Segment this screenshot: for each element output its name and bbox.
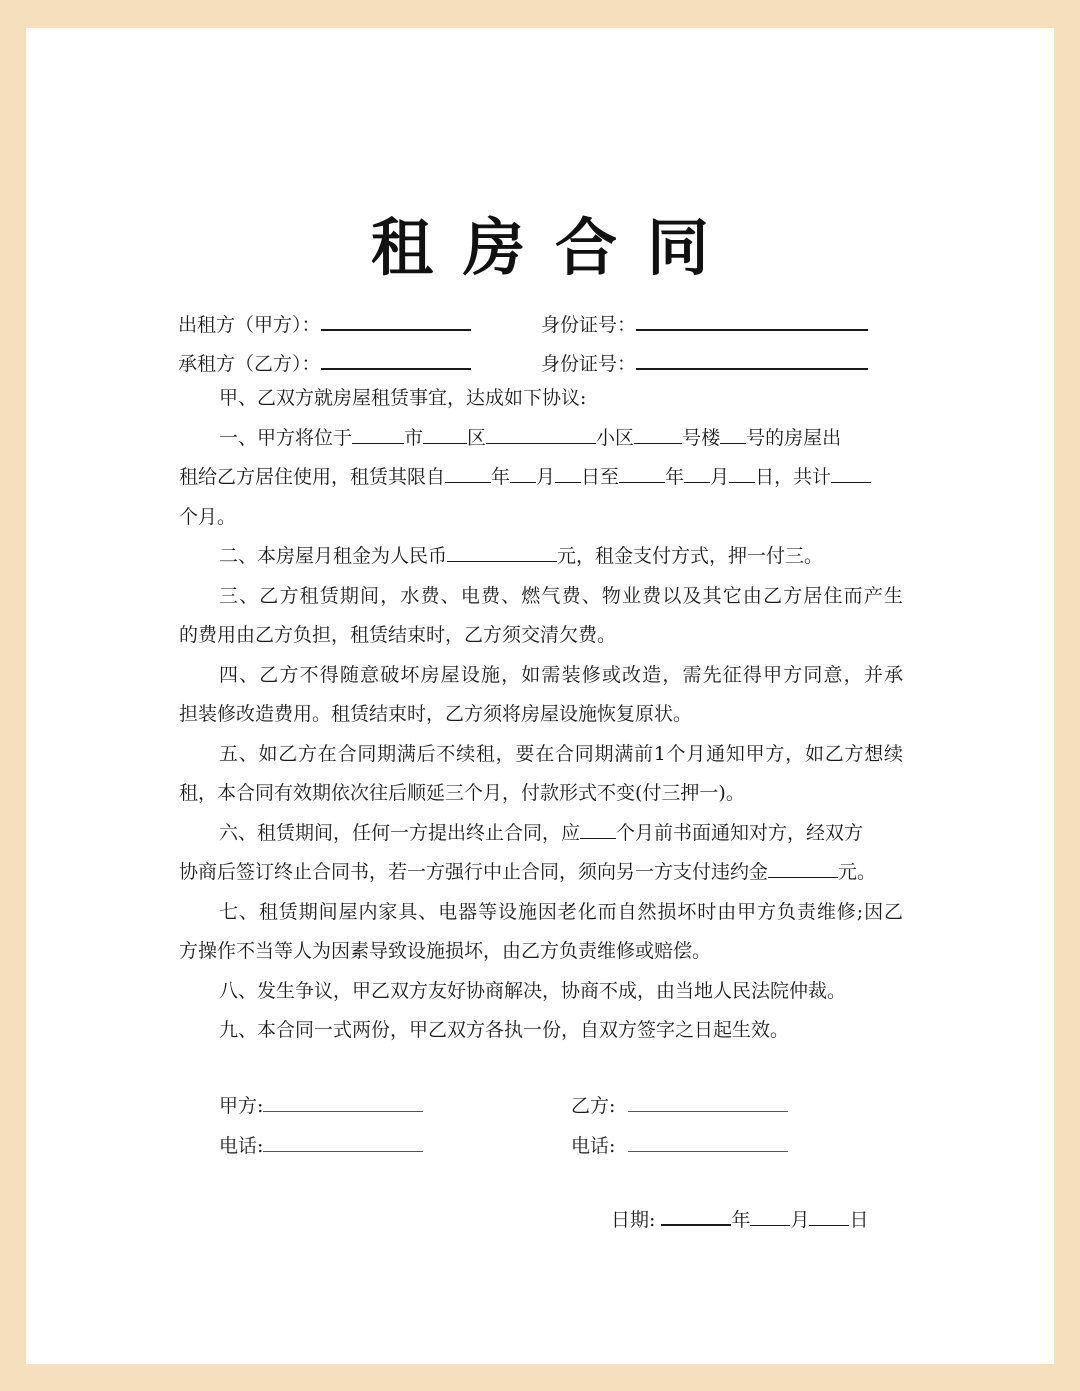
city-blank[interactable] <box>352 424 404 444</box>
end-year-blank[interactable] <box>619 463 665 483</box>
party-b-signature: 乙方: <box>571 1086 788 1126</box>
intro-text: 甲、乙双方就房屋租赁事宜，达成如下协议: <box>219 387 587 409</box>
party-a-signature: 甲方: <box>219 1086 423 1126</box>
clause8-line: 八、发生争议，甲乙双方友好协商解决，协商不成，由当地人民法院仲裁。 <box>219 980 847 1002</box>
lessor-id-blank[interactable] <box>636 310 868 331</box>
date-day-blank[interactable] <box>809 1206 849 1226</box>
lessee-name-blank[interactable] <box>321 349 471 370</box>
clause1-line3: 个月。 <box>179 506 237 528</box>
start-day-blank[interactable] <box>555 463 581 483</box>
clause4-line1: 四、乙方不得随意破坏房屋设施，如需装修或改造，需先征得甲方同意，并承 <box>219 664 903 686</box>
lessee-label: 承租方（乙方）： <box>178 353 321 375</box>
lessor-name-blank[interactable] <box>321 310 471 331</box>
start-year-blank[interactable] <box>445 463 491 483</box>
penalty-amount-blank[interactable] <box>768 858 838 878</box>
clause9-line: 九、本合同一式两份，甲乙双方各执一份，自双方签字之日起生效。 <box>219 1019 790 1041</box>
clause4-line2: 担装修改造费用。租赁结束时，乙方须将房屋设施恢复原状。 <box>179 703 693 725</box>
end-day-blank[interactable] <box>729 463 755 483</box>
lessor-id-row <box>541 305 868 345</box>
house-blank[interactable] <box>720 424 746 444</box>
end-month-blank[interactable] <box>684 463 710 483</box>
party-a-phone-blank[interactable] <box>263 1132 423 1152</box>
clause1-line1: 一、甲方将位于 市 区 小区 号楼 号的房屋出 <box>179 418 903 458</box>
lessor-row <box>178 305 471 345</box>
lessee-id-label: 身份证号： <box>541 353 637 375</box>
date-year-blank[interactable] <box>661 1205 731 1226</box>
lessor-label: 出租方（甲方）： <box>178 314 321 336</box>
clause6-line1: 六、租赁期间，任何一方提出终止合同，应 个月前书面通知对方，经双方 <box>179 813 903 853</box>
clause3-line2: 的费用由乙方负担，租赁结束时，乙方须交清欠费。 <box>179 624 617 646</box>
building-blank[interactable] <box>634 424 682 444</box>
lessor-id-label: 身份证号： <box>541 314 637 336</box>
signing-date: 日期: 年 月 日 <box>611 1200 869 1240</box>
clause6-line2: 协商后签订终止合同书，若一方强行中止合同，须向另一方支付违约金 元。 <box>179 852 903 892</box>
district-blank[interactable] <box>423 424 467 444</box>
total-months-blank[interactable] <box>831 463 871 483</box>
clause1-line2: 租给乙方居住使用，租赁其限自 年 月 日至 年 月 日，共计 <box>179 457 903 497</box>
clause5-line2: 租，本合同有效期依次往后顺延三个月，付款形式不变(付三押一)。 <box>179 782 745 804</box>
clause3-line1: 三、乙方租赁期间，水费、电费、燃气费、物业费以及其它由乙方居住而产生 <box>219 585 903 607</box>
contract-page <box>26 28 1054 1364</box>
clause2-line: 二、本房屋月租金为人民币 元，租金支付方式，押一付三。 <box>179 536 903 576</box>
clause5-line1: 五、如乙方在合同期满后不续租，要在合同期满前1个月通知甲方，如乙方想续 <box>219 743 903 765</box>
page-title: 租房合同 <box>370 211 739 284</box>
community-blank[interactable] <box>486 424 596 444</box>
clause7-line2: 方操作不当等人为因素导致设施损坏，由乙方负责维修或赔偿。 <box>179 940 712 962</box>
party-b-phone: 电话: <box>571 1126 788 1166</box>
lessee-id-blank[interactable] <box>636 349 868 370</box>
party-b-phone-blank[interactable] <box>628 1132 788 1152</box>
rent-amount-blank[interactable] <box>447 542 557 562</box>
party-a-signature-blank[interactable] <box>263 1092 423 1112</box>
date-month-blank[interactable] <box>750 1206 790 1226</box>
notice-months-blank[interactable] <box>580 819 616 839</box>
party-a-phone: 电话: <box>219 1126 423 1166</box>
party-b-signature-blank[interactable] <box>628 1092 788 1112</box>
clause7-line1: 七、租赁期间屋内家具、电器等设施因老化而自然损坏时由甲方负责维修;因乙 <box>219 901 903 923</box>
start-month-blank[interactable] <box>510 463 536 483</box>
